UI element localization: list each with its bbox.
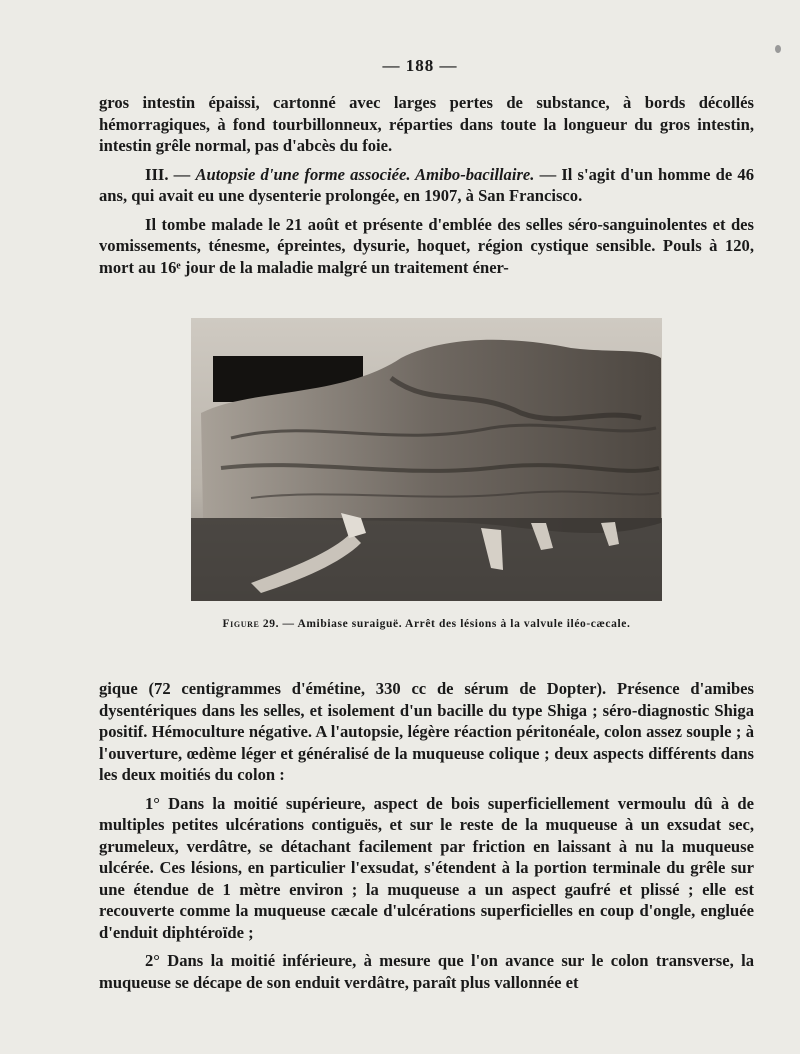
section-title: Autopsie d'une forme associée. Amibo-bacillaire.: [195, 164, 535, 184]
figure-caption-text: — Amibiase suraiguë. Arrêt des lésions à la valvule iléo-cæcale.: [279, 618, 631, 630]
paragraph-6: 2° Dans la moitié inférieure, à mesure que l'on avance sur le colon transverse, la muqueuse se décape de son enduit verdâtre, paraît plus vallonnée et: [99, 951, 754, 992]
text-block-bottom: [99, 678, 754, 993]
paper-speck: [775, 45, 781, 53]
section-number: III. —: [145, 164, 191, 184]
paragraph-3: Il tombe malade le 21 août et présente d'emblée des selles séro-sanguinolentes et des vomissements, ténesme, épreintes, dysurie, hoquet, région cystique sensible. Pouls à 120, mort au 16ᵉ jour de la maladie malgré un traitement éner-: [99, 214, 754, 277]
specimen-photo: [191, 318, 662, 601]
text-block-top: [99, 92, 754, 278]
figure-label: Figure 29.: [222, 618, 280, 630]
paragraph-4: gique (72 centigrammes d'émétine, 330 cc de sérum de Dopter). Présence d'amibes dysentériques dans les selles, et isolement d'un bacille du type Shiga ; séro-diagnostic Shiga positif. Hémoculture négative. A l'autopsie, légère réaction péritonéale, colon assez souple ; à l'ouverture, œdème léger et généralisé de la muqueuse colique ; deux aspects différents dans les deux moitiés du colon :: [99, 679, 754, 784]
paragraph-5: 1° Dans la moitié supérieure, aspect de bois superficiellement vermoulu dû à de multiples petites ulcérations contiguës, et sur le reste de la muqueuse à un exsudat sec, grumeleux, verdâtre, se détachant facilement par friction en laissant à nu la muqueuse ulcérée. Ces lésions, en particulier l'exsudat, s'étendent à la portion terminale du grêle sur une étendue de 1 mètre environ ; la muqueuse a un aspect gaufré et plissé ; elle est recouverte comme la muqueuse cæcale d'ulcérations superficielles en coup d'ongle, engluée d'enduit diphtéroïde ;: [99, 793, 754, 942]
paragraph-2: [99, 164, 754, 207]
section-text: — Il s'agit d'un homme de 46 ans, qui avait eu une dysenterie prolongée, en 1907, à San Francisco.: [99, 164, 754, 205]
figure-caption: [99, 618, 754, 630]
figure-29-photograph: [191, 318, 662, 601]
page-number: — 188 —: [382, 56, 458, 75]
paragraph-1: gros intestin épaissi, cartonné avec larges pertes de substance, à bords décollés hémorragiques, à fond tourbillonneux, réparties dans toute la longueur du gros intestin, intestin grêle normal, pas d'abcès du foie.: [99, 93, 754, 155]
